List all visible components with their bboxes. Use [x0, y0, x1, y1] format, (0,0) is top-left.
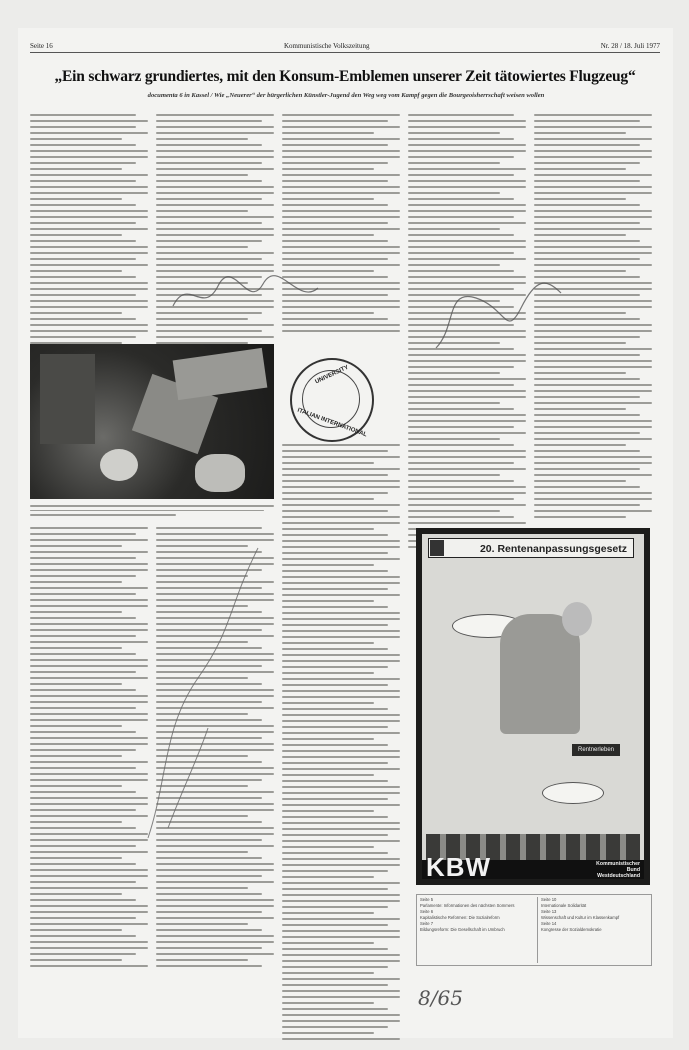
university-stamp — [290, 358, 374, 442]
page-header — [30, 40, 660, 53]
newspaper-page — [18, 28, 673, 1038]
text-column-1 — [30, 110, 148, 344]
kbw-poster — [416, 528, 650, 885]
speech-bubble-lower — [542, 782, 604, 804]
poster-sign: Rentnerleben — [572, 744, 620, 756]
contents-box — [416, 894, 652, 966]
kbw-logo: KBW — [426, 852, 492, 882]
article-subline: documenta 6 in Kassel / Wie „Neuerer“ der bürgerlichen Künstler-Jugend den Weg weg vom Kampf gegen die Bourgeoisherrschaft weisen wollen — [147, 92, 545, 99]
text-column-3-lower — [282, 440, 400, 1040]
page-number: Seite 16 — [30, 42, 53, 50]
handwritten-mark-vertical — [138, 528, 278, 848]
poster-title: 20. Rentenanpassungsgesetz — [428, 538, 634, 558]
kbw-org: Kommunistischer Bund Westdeutschland — [596, 861, 640, 879]
newspaper-name: Kommunistische Volkszeitung — [283, 42, 370, 50]
contents-left: Seite 5 Parlamente: Informationen des nächsten Sommers Seite 6 Kapitalistische Reformen: Die Sozialreform Seite 7 Bildungsreform: Die Gesellschaft im Umbruch — [420, 897, 515, 932]
handwritten-signature — [168, 266, 328, 326]
text-column-1-lower — [30, 523, 148, 967]
kbw-banner — [422, 852, 644, 882]
contents-right: Seite 10 Internationale Solidarität Seite 13 Wissenschaft und Kultur im Klassenkampf Seite 14 Kongresse der Sozialdemokratie — [537, 897, 653, 963]
issue-date: Nr. 28 / 18. Juli 1977 — [600, 42, 660, 50]
caricature-head — [562, 602, 592, 636]
article-headline: „Ein schwarz grundiertes, mit den Konsum-Emblemen unserer Zeit tätowiertes Flugzeug“ — [54, 68, 636, 85]
eagle-emblem-icon — [430, 540, 444, 556]
article-photo — [30, 344, 274, 499]
handwritten-page-number: 8/65 — [418, 986, 463, 1010]
photo-caption — [30, 503, 274, 516]
stamp-text-bottom: ITALIAN INTERNATIONAL — [296, 407, 368, 439]
handwritten-mark — [426, 268, 566, 358]
stamp-text-top: UNIVERSITY — [314, 364, 350, 386]
